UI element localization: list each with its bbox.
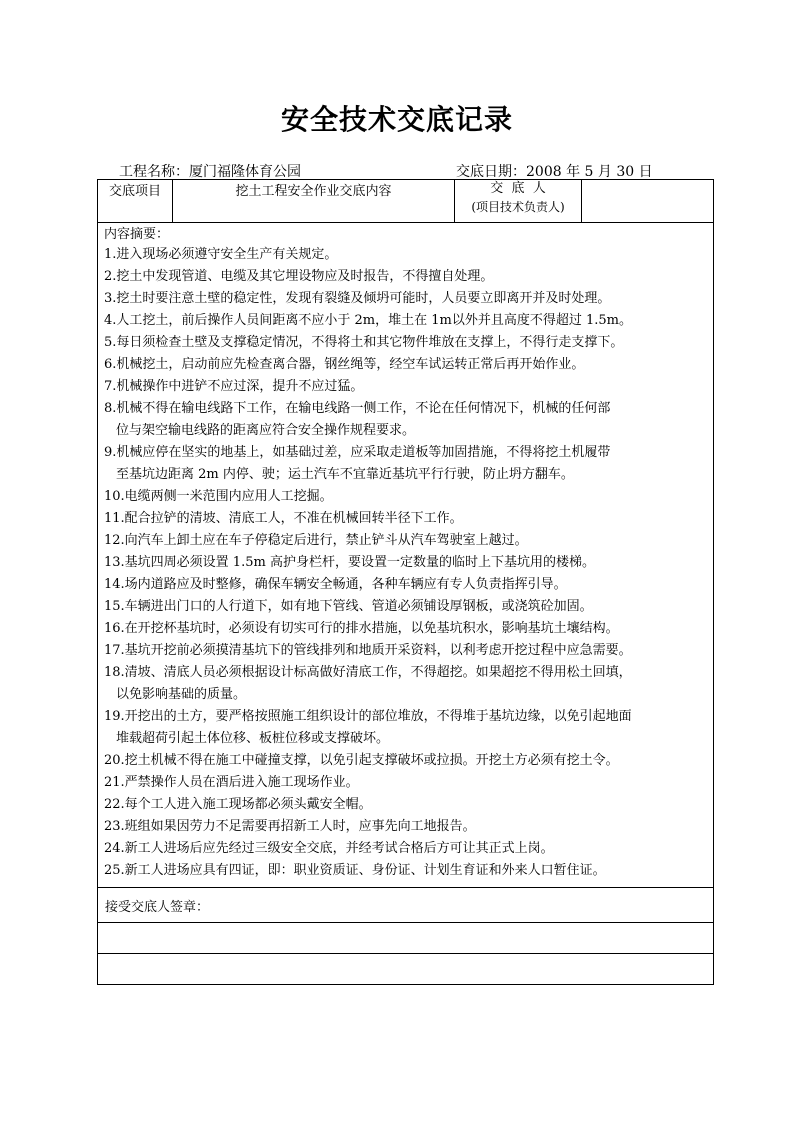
content-lines [104, 244, 707, 882]
signature-cell [98, 888, 714, 923]
content-row [98, 223, 714, 888]
item-value-cell [173, 180, 455, 223]
content-line: 11.配合拉铲的清坡、清底工人，不准在机械回转半径下工作。 [104, 511, 463, 526]
disclosure-date: 交底日期：2008 年 5 月 30 日 [456, 164, 653, 180]
presenter-label: 交 底 人 [490, 181, 546, 196]
content-line: 12.向汽车上卸土应在车子停稳定后进行，禁止铲斗从汽车驾驶室上越过。 [104, 533, 528, 548]
content-line: 4.人工挖土，前后操作人员间距离不应小于 2m，堆土在 1m以外并且高度不得超过 1.5m。 [104, 313, 632, 328]
content-line: 16.在开挖杯基坑时，必须设有切实可行的排水措施，以免基坑积水，影响基坑土壤结构。 [104, 621, 619, 636]
content-line: 21.严禁操作人员在酒后进入施工现场作业。 [104, 775, 359, 790]
content-line: 9.机械应停在坚实的地基上，如基础过差，应采取走道板等加固措施，不得将挖土机履带 [104, 445, 611, 460]
content-line: 以免影响基础的质量。 [116, 687, 247, 702]
content-line: 8.机械不得在输电线路下工作，在输电线路一侧工作，不论在任何情况下，机械的任何部 [104, 401, 611, 416]
content-line: 堆载超荷引起土体位移、板桩位移或支撑破坏。 [116, 731, 390, 746]
disclosure-form-table [97, 179, 714, 985]
content-line: 7.机械操作中进铲不应过深，提升不应过猛。 [104, 379, 364, 394]
content-line: 至基坑边距离 2m 内停、驶；运土汽车不宜靠近基坑平行行驶，防止坍方翻车。 [116, 467, 574, 482]
blank-row-2 [98, 954, 714, 985]
summary-label: 内容摘要： [104, 227, 170, 242]
header-row [98, 180, 714, 223]
content-line: 3.挖土时要注意土壁的稳定性，发现有裂缝及倾坍可能时，人员要立即离开并及时处理。 [104, 291, 611, 306]
document-title: 安全技术交底记录 [280, 103, 513, 136]
blank-cell-2[interactable] [98, 954, 714, 985]
content-line: 22.每个工人进入施工现场都必须头戴安全帽。 [104, 797, 372, 812]
content-line: 位与架空输电线路的距离应符合安全操作规程要求。 [116, 423, 416, 438]
content-line: 2.挖土中发现管道、电缆及其它埋设物应及时报告，不得擅自处理。 [104, 269, 494, 284]
content-line: 5.每日须检查土壁及支撑稳定情况，不得将土和其它物件堆放在支撑上，不得行走支撑下。 [104, 335, 624, 350]
presenter-role: (项目技术负责人) [471, 200, 565, 214]
content-line: 20.挖土机械不得在施工中碰撞支撑，以免引起支撑破坏或拉损。开挖土方必须有挖土令。 [104, 753, 619, 768]
content-line: 15.车辆进出门口的人行道下，如有地下管线、管道必须铺设厚钢板，或浇筑砼加固。 [104, 599, 593, 614]
item-label-cell [98, 180, 173, 223]
project-name: 工程名称：厦门福隆体育公园 [119, 164, 301, 180]
presenter-value-cell[interactable] [582, 180, 714, 223]
content-line: 13.基坑四周必须设置 1.5m 高护身栏杆，要设置一定数量的临时上下基坑用的楼梯。 [104, 555, 595, 570]
content-line: 1.进入现场必须遵守安全生产有关规定。 [104, 247, 338, 262]
item-label: 交底项目 [108, 184, 161, 199]
signature-row [98, 888, 714, 923]
content-line: 18.清坡、清底人员必须根据设计标高做好清底工作，不得超挖。如果超挖不得用松土回填， [104, 665, 632, 680]
blank-cell-1[interactable] [98, 923, 714, 954]
presenter-label-cell [455, 180, 582, 223]
content-line: 17.基坑开挖前必须摸清基坑下的管线排列和地质开采资料，以利考虑开挖过程中应急需要。 [104, 643, 632, 658]
content-line: 10.电缆两侧一米范围内应用人工挖掘。 [104, 489, 333, 504]
signature-label: 接受交底人签章： [105, 899, 210, 915]
blank-row-1 [98, 923, 714, 954]
content-line: 24.新工人进场后应先经过三级安全交底，并经考试合格后方可让其正式上岗。 [104, 841, 554, 856]
item-value: 挖土工程安全作业交底内容 [235, 184, 392, 199]
content-line: 14.场内道路应及时整修，确保车辆安全畅通，各种车辆应有专人负责指挥引导。 [104, 577, 567, 592]
content-cell [98, 223, 714, 888]
content-line: 25.新工人进场应具有四证，即：职业资质证、身份证、计划生育证和外来人口暂住证。 [104, 863, 606, 878]
content-line: 19.开挖出的土方，要严格按照施工组织设计的部位堆放，不得堆于基坑边缘，以免引起地面 [104, 709, 632, 724]
content-line: 23.班组如果因劳力不足需要再招新工人时，应事先向工地报告。 [104, 819, 476, 834]
content-line: 6.机械挖土，启动前应先检查离合器，钢丝绳等，经空车试运转正常后再开始作业。 [104, 357, 585, 372]
